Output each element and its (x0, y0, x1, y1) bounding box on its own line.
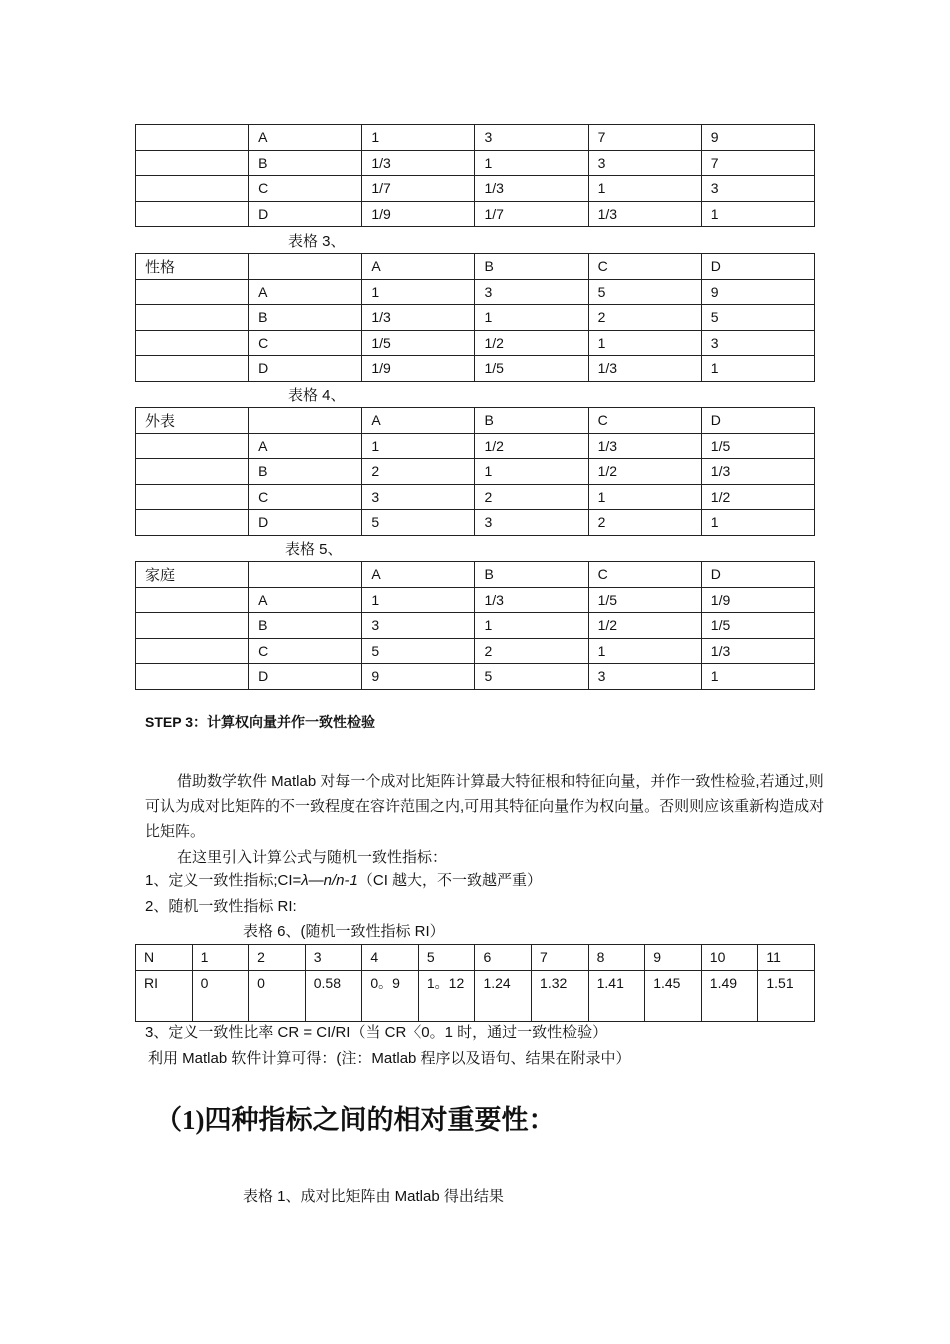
table-cell: 1 (475, 459, 588, 485)
table-cell: 1/7 (362, 176, 475, 202)
table-cell (136, 279, 249, 305)
table-cell: 1/3 (475, 587, 588, 613)
table-cell: 8 (588, 945, 645, 971)
table-cell: D (249, 510, 362, 536)
section-heading: （1)四种指标之间的相对重要性： (155, 1105, 556, 1135)
table-caption-6: 表格 6、(随机一致性指标 RI） (243, 923, 445, 940)
table-cell: C (249, 176, 362, 202)
table-cell: 性格 (136, 254, 249, 280)
table-cell: 1/3 (701, 638, 814, 664)
table-cell: 1 (192, 945, 249, 971)
table-cell: 3 (362, 484, 475, 510)
table-cell: 1/5 (701, 433, 814, 459)
table-cell: 1/3 (588, 433, 701, 459)
table-cell: 1 (475, 613, 588, 639)
table-cell: C (249, 484, 362, 510)
table-row (136, 587, 815, 613)
table-cell: 1/2 (475, 433, 588, 459)
table-row (136, 150, 815, 176)
table-cell: A (362, 254, 475, 280)
table-cell: 1 (588, 638, 701, 664)
table-cell: 1 (362, 433, 475, 459)
matrix-table-family (135, 561, 815, 690)
table-cell: D (701, 562, 814, 588)
table-cell: 1/2 (701, 484, 814, 510)
table-cell: 1 (475, 150, 588, 176)
item-ci-suffix: （CI 越大，不一致越严重） (357, 872, 543, 889)
ri-table-value-row (136, 971, 815, 1022)
table-cell: 1.51 (758, 971, 815, 1022)
table-cell: B (475, 254, 588, 280)
table-cell: B (249, 150, 362, 176)
table-cell: 7 (532, 945, 589, 971)
table-cell: 9 (645, 945, 702, 971)
table-cell: 1 (588, 330, 701, 356)
table-cell: 9 (362, 664, 475, 690)
item-ci-definition (145, 869, 542, 890)
table-row (136, 433, 815, 459)
table-cell: B (249, 459, 362, 485)
ci-formula: λ—n/n-1 (301, 872, 358, 889)
table-cell: 1/3 (475, 176, 588, 202)
table-cell: 1 (362, 279, 475, 305)
table-cell: 1 (475, 305, 588, 331)
table-cell: 5 (418, 945, 475, 971)
table-cell (136, 176, 249, 202)
table-row (136, 201, 815, 227)
table-cell (136, 125, 249, 151)
table-cell: 1 (701, 356, 814, 382)
matrix-table-personality (135, 253, 815, 382)
table-cell: 3 (305, 945, 362, 971)
table-row (136, 408, 815, 434)
table-cell: 7 (588, 125, 701, 151)
table-cell: 10 (701, 945, 758, 971)
table-cell: D (249, 201, 362, 227)
table-row (136, 613, 815, 639)
item-cr-definition: 3、定义一致性比率 CR = CI/RI（当 CR〈0。1 时，通过一致性检验） (145, 1024, 608, 1041)
table-cell: 1/2 (475, 330, 588, 356)
table-row (136, 484, 815, 510)
table-cell (136, 638, 249, 664)
table-cell: 7 (701, 150, 814, 176)
table-cell: 1 (588, 176, 701, 202)
table-row (136, 664, 815, 690)
table-row (136, 305, 815, 331)
table-cell: 1 (362, 125, 475, 151)
table-cell: 1。12 (418, 971, 475, 1022)
table-cell: 2 (588, 510, 701, 536)
table-cell: 1/2 (588, 459, 701, 485)
paragraph-matlab-method: 借助数学软件 Matlab 对每一个成对比矩阵计算最大特征根和特征向量，并作一致性检验,若通过,则可认为成对比矩阵的不一致程度在容许范围之内,可用其特征向量作为权向量。否则则应该重新构造成对比矩阵。 (145, 773, 825, 840)
table-cell: 1/9 (701, 587, 814, 613)
table-cell: 5 (588, 279, 701, 305)
table-cell (136, 613, 249, 639)
paragraph-intro-formula: 在这里引入计算公式与随机一致性指标： (177, 849, 448, 866)
table-cell: 0 (249, 971, 306, 1022)
ri-table-n-row (136, 945, 815, 971)
table-cell: B (249, 613, 362, 639)
table-cell: D (249, 356, 362, 382)
table-row (136, 176, 815, 202)
table-cell: 0 (192, 971, 249, 1022)
table-cell: 家庭 (136, 562, 249, 588)
table-cell (136, 484, 249, 510)
table-cell: 1/5 (588, 587, 701, 613)
table-cell (136, 433, 249, 459)
table-cell: C (249, 330, 362, 356)
table-cell: 3 (475, 510, 588, 536)
table-cell: A (249, 125, 362, 151)
table-cell (249, 408, 362, 434)
table-cell: D (701, 254, 814, 280)
table-cell: 9 (701, 279, 814, 305)
table-cell: 1/5 (475, 356, 588, 382)
table-cell: 5 (475, 664, 588, 690)
table-cell: A (249, 587, 362, 613)
table-cell: 3 (475, 279, 588, 305)
table-cell (136, 150, 249, 176)
table-cell (249, 254, 362, 280)
table-caption-1: 表格 1、成对比矩阵由 Matlab 得出结果 (243, 1188, 504, 1205)
item-ci-prefix: 1、定义一致性指标;CI= (145, 872, 302, 889)
table-cell: C (588, 562, 701, 588)
table-cell: D (249, 664, 362, 690)
table-cell (136, 510, 249, 536)
table-row (136, 459, 815, 485)
table-cell: 1.45 (645, 971, 702, 1022)
table-cell: A (362, 408, 475, 434)
table-row (136, 510, 815, 536)
table-cell: 5 (701, 305, 814, 331)
table-cell: B (475, 408, 588, 434)
table-cell: 2 (588, 305, 701, 331)
table-cell: 1.49 (701, 971, 758, 1022)
step3-heading: STEP 3：计算权向量并作一致性检验 (145, 714, 375, 730)
table-cell: 2 (362, 459, 475, 485)
table-cell: 3 (475, 125, 588, 151)
table-cell: B (475, 562, 588, 588)
table-caption-5: 表格 5、 (285, 541, 343, 558)
matrix-table-appearance (135, 407, 815, 536)
table-cell: 5 (362, 638, 475, 664)
table-cell: 2 (475, 484, 588, 510)
table-cell: 9 (701, 125, 814, 151)
table-cell: 3 (701, 330, 814, 356)
table-cell: 1/3 (588, 356, 701, 382)
table-cell: N (136, 945, 193, 971)
table-cell: 1.41 (588, 971, 645, 1022)
table-cell: B (249, 305, 362, 331)
table-cell (136, 330, 249, 356)
table-cell: 2 (475, 638, 588, 664)
table-caption-3: 表格 3、 (288, 233, 346, 250)
table-cell: 1/5 (362, 330, 475, 356)
ri-table (135, 944, 815, 1022)
table-cell: 1/9 (362, 356, 475, 382)
table-cell: 1 (362, 587, 475, 613)
table-cell (136, 459, 249, 485)
table-cell (136, 664, 249, 690)
table-row (136, 125, 815, 151)
table-cell: 1 (701, 201, 814, 227)
table-row (136, 330, 815, 356)
table-cell: 1 (701, 664, 814, 690)
table-cell: 0。9 (362, 971, 419, 1022)
table-cell: 4 (362, 945, 419, 971)
table-cell: A (249, 279, 362, 305)
table-cell: D (701, 408, 814, 434)
matlab-note: 利用 Matlab 软件计算可得：(注：Matlab 程序以及语句、结果在附录中） (148, 1050, 631, 1067)
table-caption-4: 表格 4、 (288, 387, 346, 404)
table-cell: 11 (758, 945, 815, 971)
table-cell: 1.32 (532, 971, 589, 1022)
table-cell: 1/3 (362, 150, 475, 176)
table-cell: 外表 (136, 408, 249, 434)
table-cell: 0.58 (305, 971, 362, 1022)
table-cell (136, 305, 249, 331)
table-cell: 1/5 (701, 613, 814, 639)
table-cell: RI (136, 971, 193, 1022)
table-cell (136, 587, 249, 613)
table-row (136, 279, 815, 305)
table-cell: 1 (588, 484, 701, 510)
table-row (136, 356, 815, 382)
table-cell: 1/7 (475, 201, 588, 227)
item-ri-definition: 2、随机一致性指标 RI: (145, 898, 297, 915)
table-cell: A (249, 433, 362, 459)
table-cell: 3 (362, 613, 475, 639)
table-cell: 1/3 (362, 305, 475, 331)
table-cell: 5 (362, 510, 475, 536)
table-row (136, 562, 815, 588)
table-cell: 1/3 (588, 201, 701, 227)
table-cell: 1.24 (475, 971, 532, 1022)
table-cell (136, 356, 249, 382)
table-cell: 3 (588, 664, 701, 690)
table-cell: C (588, 408, 701, 434)
table-cell (249, 562, 362, 588)
table-row (136, 254, 815, 280)
table-cell: 1/2 (588, 613, 701, 639)
table-cell (136, 201, 249, 227)
matrix-table-top (135, 124, 815, 227)
table-cell: 1/9 (362, 201, 475, 227)
table-cell: 1/3 (701, 459, 814, 485)
table-cell: A (362, 562, 475, 588)
table-cell: C (249, 638, 362, 664)
table-cell: 6 (475, 945, 532, 971)
table-cell: 2 (249, 945, 306, 971)
table-cell: 3 (588, 150, 701, 176)
table-cell: 1 (701, 510, 814, 536)
table-cell: C (588, 254, 701, 280)
table-cell: 3 (701, 176, 814, 202)
table-row (136, 638, 815, 664)
